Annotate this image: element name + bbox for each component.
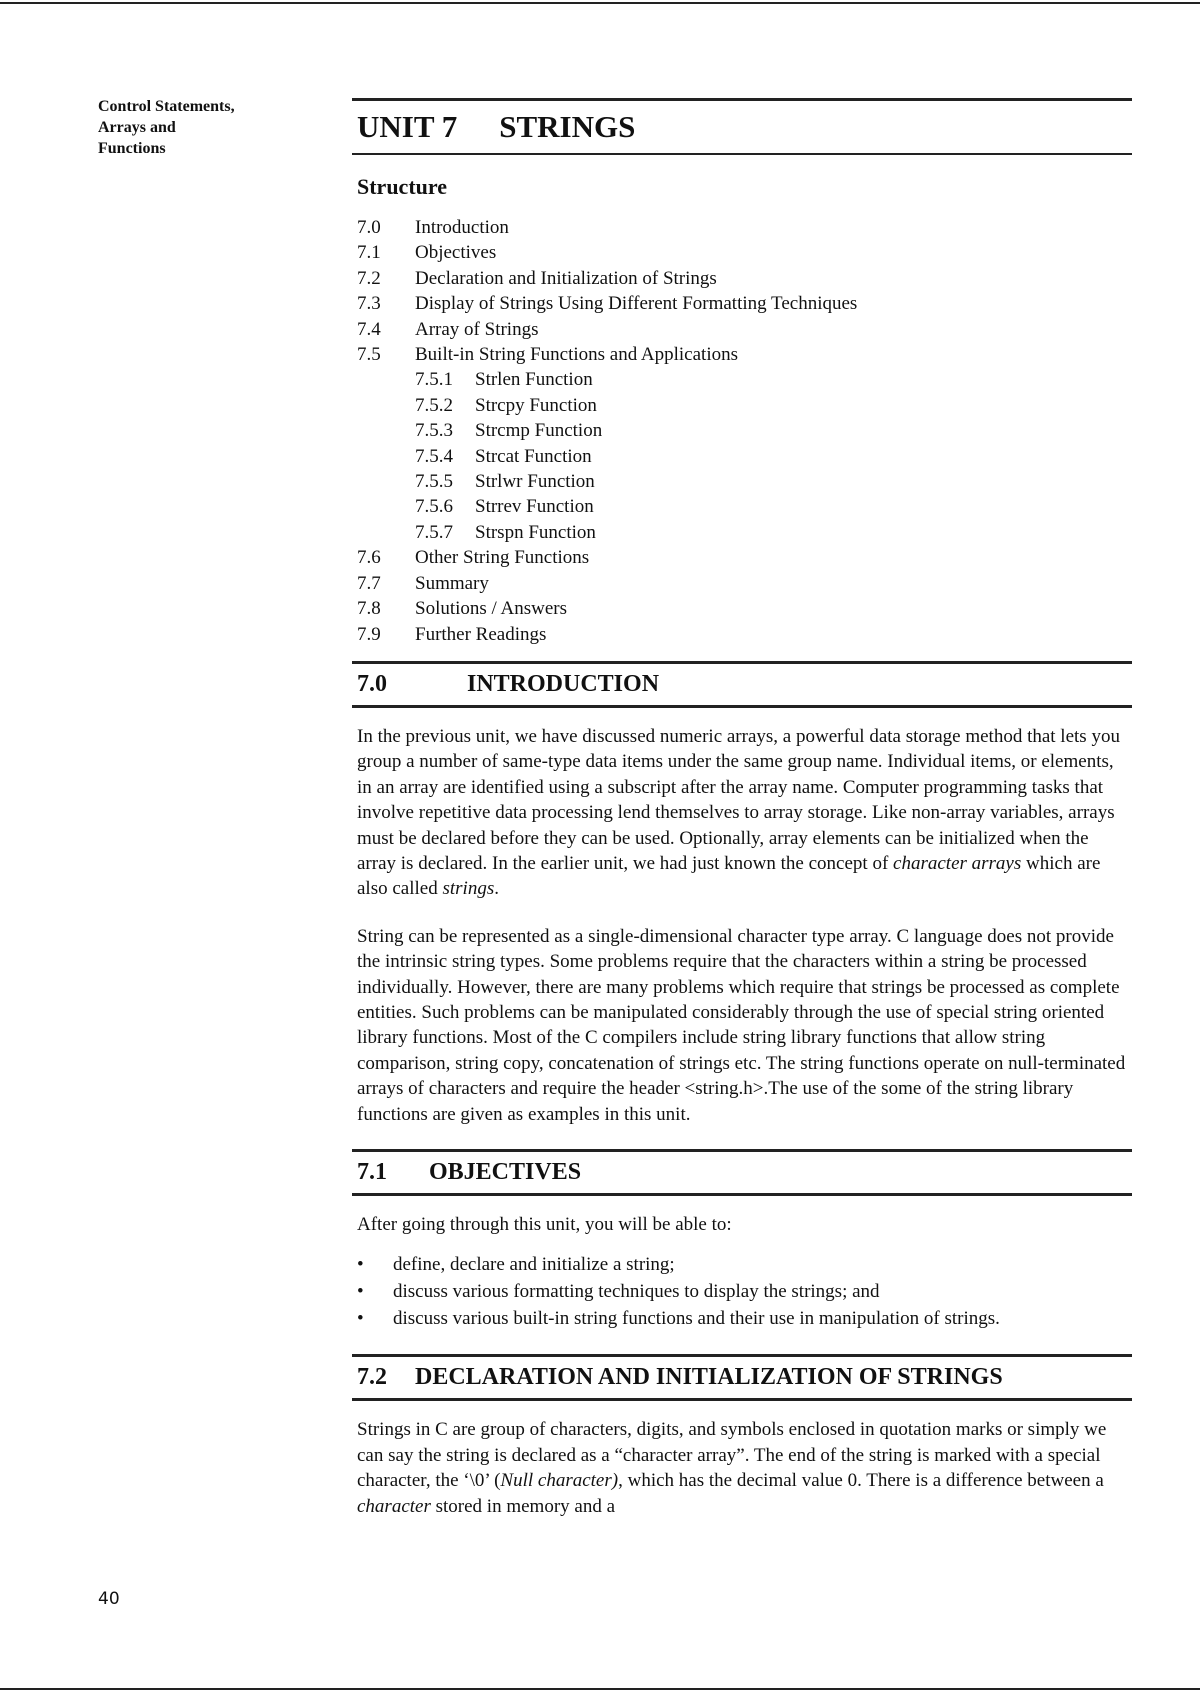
toc-label: Array of Strings: [415, 318, 539, 340]
toc-number: 7.5.7: [415, 521, 453, 543]
paragraph-text: .: [494, 878, 499, 900]
toc-label: Strlen Function: [475, 369, 593, 391]
running-header-line: Control Statements,: [98, 98, 235, 115]
toc-subitem: [357, 469, 1132, 494]
toc-item: [357, 215, 1132, 240]
toc-item: [357, 291, 1132, 316]
running-header: [98, 96, 278, 159]
toc-number: 7.5.5: [415, 471, 453, 493]
declaration-paragraph-1: [357, 1417, 1132, 1519]
page-top-rule: [0, 2, 1200, 4]
toc-number: 7.2: [357, 267, 381, 289]
list-item: [357, 1278, 1132, 1305]
toc-label: Summary: [415, 572, 489, 594]
running-header-line: Arrays and: [98, 119, 176, 136]
section-number: 7.2: [357, 1364, 387, 1391]
list-item: [357, 1251, 1132, 1278]
toc-number: 7.5.3: [415, 420, 453, 442]
emphasis-text: character arrays: [893, 852, 1022, 874]
toc-number: 7.3: [357, 293, 381, 315]
paragraph-text: which are also called: [357, 852, 1101, 900]
list-item-text: discuss various built-in string functions and their use in manipulation of strings.: [393, 1308, 1000, 1330]
toc-number: 7.1: [357, 242, 381, 264]
toc-item: [357, 240, 1132, 265]
toc-item: [357, 545, 1132, 570]
toc-subitem: [357, 393, 1132, 418]
paragraph-text: Strings in C are group of characters, digits, and symbols enclosed in quotation marks or simply we can say the string is declared as a “character array”. The end of the string is marked with a special character, the ‘\0’ (: [357, 1419, 1107, 1492]
paragraph-text: , which has the decimal value 0. There is a difference between a: [618, 1470, 1104, 1492]
toc-item: [357, 571, 1132, 596]
section-number: 7.0: [357, 670, 387, 697]
paragraph-text: In the previous unit, we have discussed numeric arrays, a powerful data storage method that lets you group a number of same-type data items under the same group name. Individual items, or elements, in an array are identified using a subscript after the array name. Computer programming tasks that involve repetitive data processing lend themselves to array storage. Like non-array variables, arrays must be declared before they can be used. Optionally, array elements can be initialized when the array is declared. In the earlier unit, we had just known the concept of: [357, 725, 1120, 874]
list-item-text: discuss various formatting techniques to display the strings; and: [393, 1281, 880, 1303]
introduction-paragraph-2: String can be represented as a single-dimensional character type array. C language does not provide the intrinsic string types. Some problems require that the characters within a string be processed individually. However, there are many problems which require that strings be processed as complete entities. Such problems can be manipulated considerably through the use of special string oriented library functions. Most of the C compilers include string library functions that allow string comparison, string copy, concatenation of strings etc. The string functions operate on null-terminated arrays of characters and require the header <string.h>.The use of the some of the string library functions are given as examples in this unit.: [357, 925, 1126, 1125]
objectives-list: [357, 1251, 1132, 1332]
toc-number: 7.5: [357, 344, 381, 366]
toc-number: 7.6: [357, 547, 381, 569]
toc-label: Other String Functions: [415, 547, 590, 569]
section-heading-objectives: [352, 1149, 1132, 1196]
main-content: [352, 98, 1132, 1541]
bullet-icon: •: [357, 1308, 364, 1330]
toc-number: 7.0: [357, 217, 381, 238]
unit-title: [352, 98, 1132, 155]
toc-label: Introduction: [415, 217, 509, 238]
objectives-intro: After going through this unit, you will be able to:: [357, 1214, 732, 1235]
section-heading-declaration: [352, 1354, 1132, 1401]
emphasis-text: Null character): [500, 1470, 619, 1492]
section-number: 7.1: [357, 1159, 387, 1185]
toc-number: 7.8: [357, 598, 381, 620]
toc-item: [357, 342, 1132, 367]
toc-item: [357, 317, 1132, 342]
toc-label: Display of Strings Using Different Formatting Techniques: [415, 293, 858, 315]
section-heading-introduction: [352, 661, 1132, 708]
toc-label: Further Readings: [415, 623, 547, 645]
introduction-paragraph-1: [357, 724, 1132, 902]
toc-label: Solutions / Answers: [415, 598, 568, 620]
emphasis-text: character: [357, 1495, 431, 1517]
emphasis-text: strings: [442, 878, 495, 900]
toc-label: Strlwr Function: [475, 471, 595, 493]
toc-label: Strrev Function: [475, 496, 594, 518]
toc-number: 7.9: [357, 623, 381, 645]
toc-subitem: [357, 367, 1132, 392]
table-of-contents: [357, 215, 1132, 647]
toc-number: 7.5.2: [415, 394, 453, 416]
toc-subitem: [357, 444, 1132, 469]
toc-label: Strcat Function: [475, 445, 592, 467]
toc-subitem: [357, 520, 1132, 545]
section-title: OBJECTIVES: [429, 1159, 582, 1185]
toc-label: Strspn Function: [475, 521, 596, 543]
toc-number: 7.5.4: [415, 445, 453, 467]
toc-label: Declaration and Initialization of Strings: [415, 267, 717, 289]
page-bottom-rule: [0, 1688, 1200, 1690]
toc-item: [357, 266, 1132, 291]
toc-number: 7.4: [357, 318, 381, 340]
toc-label: Strcpy Function: [475, 394, 597, 416]
toc-label: Built-in String Functions and Applications: [415, 344, 738, 366]
running-header-line: Functions: [98, 140, 166, 157]
toc-label: Objectives: [415, 242, 497, 264]
paragraph-text: stored in memory and a: [430, 1495, 616, 1517]
list-item: [357, 1305, 1132, 1332]
list-item-text: define, declare and initialize a string;: [393, 1254, 675, 1276]
toc-number: 7.7: [357, 572, 381, 594]
unit-number: UNIT 7: [357, 109, 458, 144]
toc-item: [357, 622, 1132, 647]
unit-name: STRINGS: [499, 109, 636, 144]
structure-heading: Structure: [357, 174, 448, 199]
bullet-icon: •: [357, 1254, 364, 1276]
toc-label: Strcmp Function: [475, 420, 603, 442]
toc-number: 7.5.6: [415, 496, 453, 518]
section-title: DECLARATION AND INITIALIZATION OF STRINGS: [415, 1364, 1003, 1391]
toc-subitem: [357, 494, 1132, 519]
page-number: 40: [98, 1589, 120, 1609]
bullet-icon: •: [357, 1281, 364, 1303]
toc-subitem: [357, 418, 1132, 443]
section-title: INTRODUCTION: [467, 670, 660, 697]
toc-item: [357, 596, 1132, 621]
toc-number: 7.5.1: [415, 369, 453, 391]
